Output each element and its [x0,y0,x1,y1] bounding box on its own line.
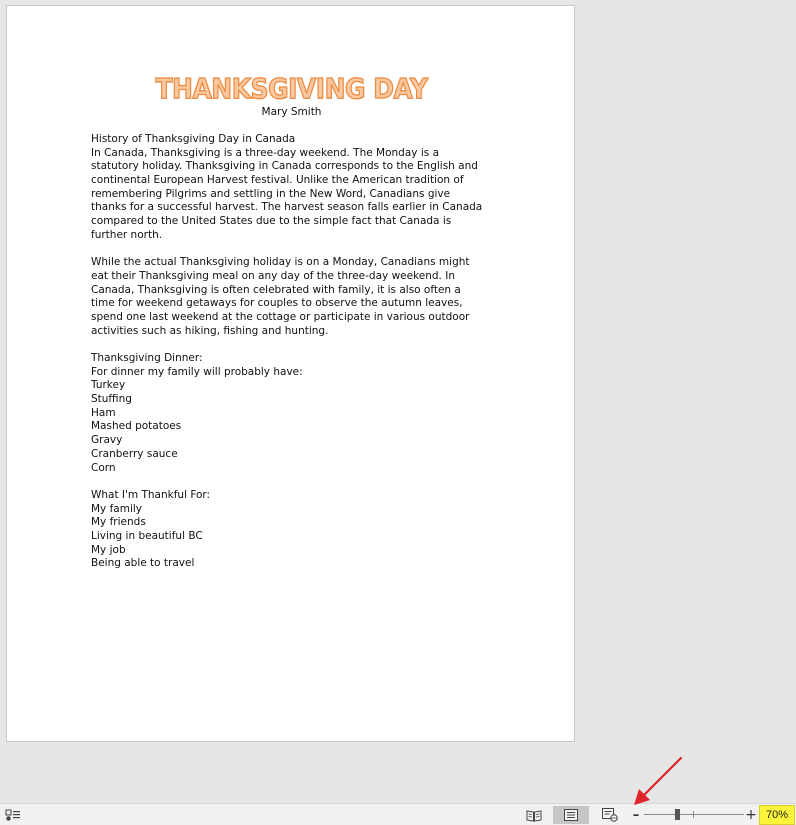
document-line: statutory holiday. Thanksgiving in Canada corresponds to the English and [91,160,478,173]
paragraph-gap [91,243,501,257]
status-bar [0,803,796,825]
document-author: Mary Smith [261,106,322,118]
zoom-level[interactable]: 70% [759,805,795,825]
document-line: For dinner my family will probably have: [91,365,303,378]
document-line: Ham [91,406,116,419]
document-line: While the actual Thanksgiving holiday is on a Monday, Canadians might [91,256,470,269]
document-line: spend one last weekend at the cottage or participate in various outdoor [91,310,470,323]
document-line: continental European Harvest festival. Unlike the American tradition of [91,174,464,187]
document-line: Gravy [91,434,123,447]
paragraph-gap [91,338,501,352]
document-line: Stuffing [91,393,132,406]
document-line: Thanksgiving Dinner: [91,352,203,364]
document-line: activities such as hiking, fishing and hunting. [91,324,329,337]
document-line: My family [91,502,143,515]
document-page[interactable] [6,5,575,742]
document-line: Turkey [91,379,126,392]
document-line: compared to the United States due to the simple fact that Canada is [91,215,452,228]
document-body[interactable] [91,133,501,571]
document-line: Corn [91,461,116,474]
document-line: Canada, Thanksgiving is often celebrated with family, it is also often a [91,283,461,296]
document-line: thanks for a successful harvest. The harvest season falls earlier in Canada [91,201,483,214]
web-layout-icon[interactable] [598,806,622,824]
document-line: Being able to travel [91,557,195,570]
zoom-slider-track[interactable] [644,814,744,815]
paragraph-gap [91,475,501,489]
read-mode-icon[interactable] [522,806,546,824]
document-line: What I'm Thankful For: [91,488,211,501]
document-line: In Canada, Thanksgiving is a three-day weekend. The Monday is a [91,146,439,159]
document-title: THANKSGIVING DAY [155,72,428,105]
document-line: Cranberry sauce [91,447,178,460]
accessibility-icon[interactable] [4,806,22,824]
zoom-out-button[interactable]: – [632,807,640,823]
document-line: My job [91,543,126,556]
document-line: further north. [91,228,163,241]
print-layout-icon[interactable] [553,806,589,824]
document-line: History of Thanksgiving Day in Canada [91,133,296,145]
document-line: Living in beautiful BC [91,529,203,542]
document-line: remembering Pilgrims and settling in the New Word, Canadians give [91,187,451,200]
zoom-slider-center-tick [693,811,694,818]
document-line: Mashed potatoes [91,420,182,433]
zoom-in-button[interactable]: + [745,807,757,823]
document-line: eat their Thanksgiving meal on any day of the three-day weekend. In [91,269,455,282]
document-line: My friends [91,516,146,529]
zoom-slider-thumb[interactable] [675,809,680,820]
document-line: time for weekend getaways for couples to observe the autumn leaves, [91,297,463,310]
